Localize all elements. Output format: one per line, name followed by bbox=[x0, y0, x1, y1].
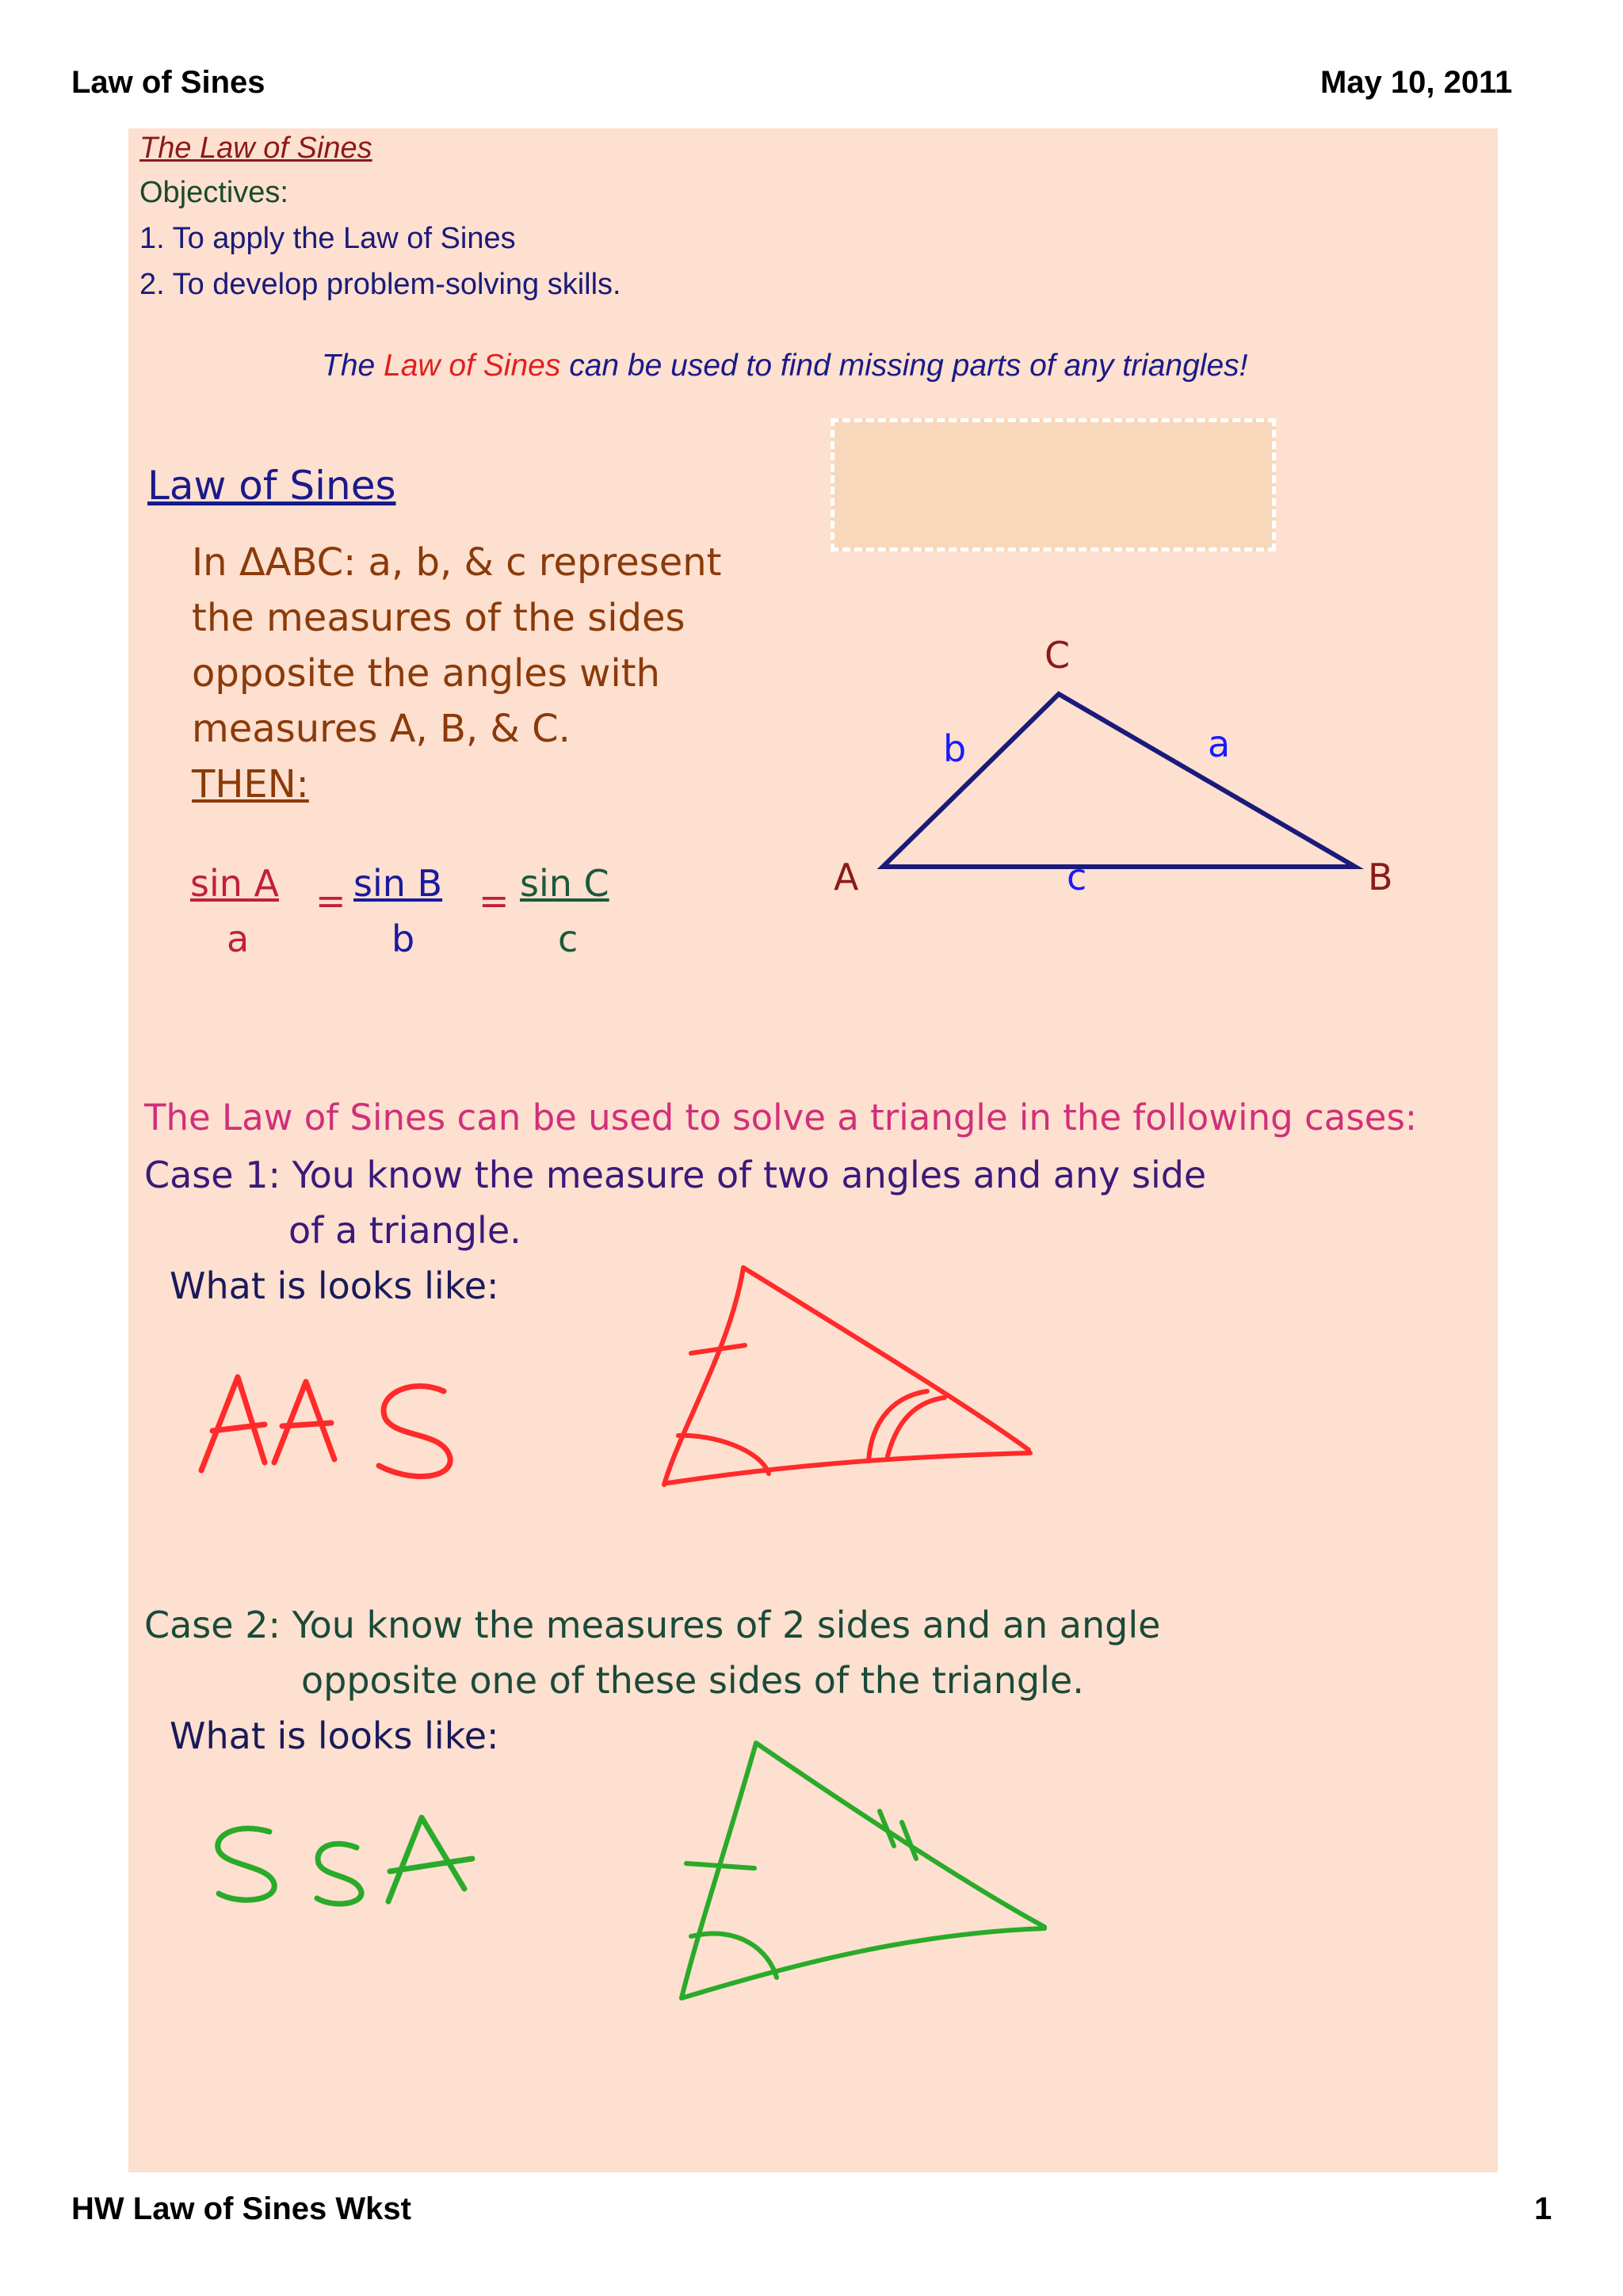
formula-den-a: a bbox=[227, 917, 250, 960]
ssa-handwriting bbox=[218, 1817, 472, 1904]
vertex-a-label: A bbox=[834, 856, 859, 898]
cases-intro: The Law of Sines can be used to solve a triangle in the following cases: bbox=[144, 1097, 1418, 1138]
formula-num-a: sin A bbox=[190, 862, 279, 905]
formula-num-c: sin C bbox=[520, 862, 609, 905]
objective-item: 1. To apply the Law of Sines bbox=[139, 222, 516, 255]
formula-den-b: b bbox=[391, 917, 415, 960]
side-c-label: c bbox=[1067, 856, 1087, 898]
footer-title: HW Law of Sines Wkst bbox=[71, 2191, 411, 2226]
case2-line1: Case 2: You know the measures of 2 sides and an angle bbox=[144, 1604, 1161, 1646]
case1-line1: Case 1: You know the measure of two angles and any side bbox=[144, 1154, 1207, 1196]
vertex-b-label: B bbox=[1368, 856, 1393, 898]
case1-looks-like: What is looks like: bbox=[170, 1264, 499, 1307]
aas-triangle bbox=[664, 1268, 1030, 1485]
law-line: opposite the angles with bbox=[192, 651, 660, 696]
law-then: THEN: bbox=[192, 762, 309, 807]
objective-item: 2. To develop problem-solving skills. bbox=[139, 268, 621, 301]
side-a-label: a bbox=[1208, 723, 1231, 765]
header-date: May 10, 2011 bbox=[1320, 65, 1513, 100]
side-b-label: b bbox=[943, 727, 967, 770]
law-heading: Law of Sines bbox=[147, 463, 396, 509]
vertex-c-label: C bbox=[1044, 634, 1071, 677]
angle-arc bbox=[691, 1933, 777, 1978]
formula-num-b: sin B bbox=[353, 862, 443, 905]
case1-line2: of a triangle. bbox=[288, 1209, 521, 1252]
header-title: Law of Sines bbox=[71, 65, 265, 100]
angle-arc bbox=[678, 1436, 769, 1474]
ssa-triangle bbox=[682, 1743, 1044, 1998]
law-line: In ΔABC: a, b, & c represent bbox=[192, 540, 722, 585]
law-line: the measures of the sides bbox=[192, 596, 685, 640]
formula-equals: = bbox=[479, 879, 510, 922]
triangle-abc bbox=[883, 694, 1355, 867]
tick-mark bbox=[686, 1863, 754, 1868]
law-line: measures A, B, & C. bbox=[192, 707, 571, 751]
statement-key: Law of Sines bbox=[384, 349, 561, 383]
objectives-label: Objectives: bbox=[139, 176, 288, 209]
formula-equals: = bbox=[315, 879, 346, 922]
intro-heading: The Law of Sines bbox=[139, 132, 372, 165]
statement-post: can be used to find missing parts of any triangles! bbox=[560, 349, 1248, 383]
formula-den-c: c bbox=[558, 917, 579, 960]
case2-looks-like: What is looks like: bbox=[170, 1714, 499, 1757]
statement-pre: The bbox=[322, 349, 384, 383]
footer-page-number: 1 bbox=[1534, 2191, 1552, 2226]
aas-handwriting bbox=[201, 1377, 450, 1476]
case2-line2: opposite one of these sides of the triangle. bbox=[301, 1659, 1084, 1702]
